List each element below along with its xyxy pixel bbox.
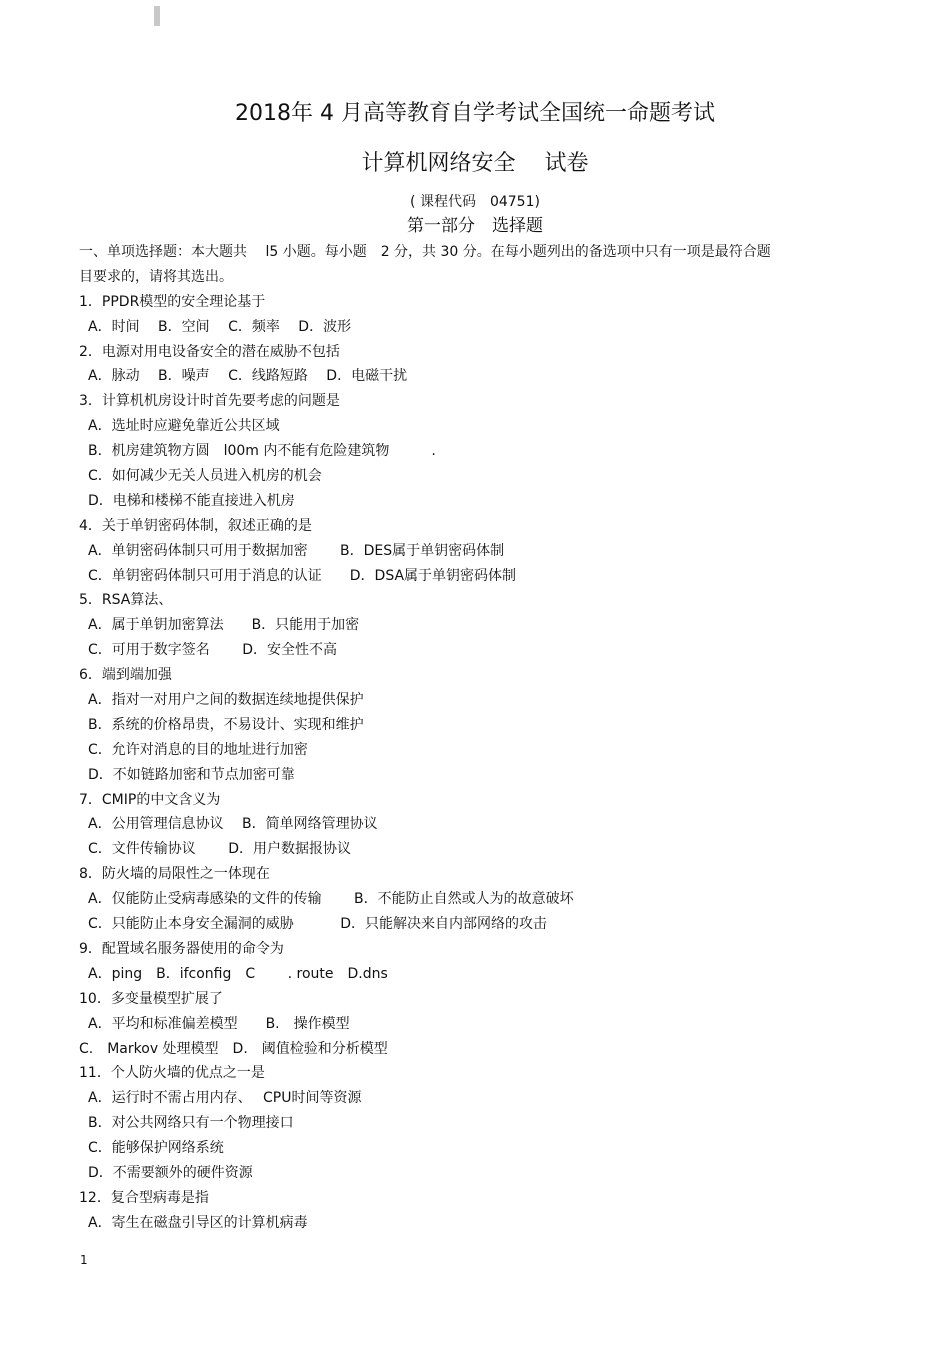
question-option: C．如何减少无关人员进入机房的机会: [88, 468, 322, 485]
question-option: B．机房建筑物方圆 l00m 内不能有危险建筑物 .: [88, 443, 436, 460]
question-option: A．指对一对用户之间的数据连续地提供保护: [88, 692, 364, 709]
question-stem: 5．RSA算法、: [79, 592, 173, 609]
scan-artifact-mark: [154, 6, 160, 26]
question-option: A．脉动 B．噪声 C．线路短路 D．电磁干扰: [88, 368, 408, 385]
question-option: C．能够保护网络系统: [88, 1140, 224, 1157]
page-number: 1: [80, 1253, 88, 1267]
instructions-line: 目要求的，请将其选出。: [79, 268, 233, 285]
question-stem: 12．复合型病毒是指: [79, 1189, 209, 1206]
question-option: A．单钥密码体制只可用于数据加密 B．DES属于单钥密码体制: [88, 542, 505, 559]
question-option: C．只能防止本身安全漏洞的威胁 D．只能解决来自内部网络的攻击: [88, 916, 548, 933]
course-code: ( 课程代码 04751): [410, 194, 540, 210]
instructions-line: 一、单项选择题：本大题共 l5 小题。每小题 2 分，共 30 分。在每小题列出的备选项中只有一项是最符合题: [79, 244, 771, 260]
question-option: A．寄生在磁盘引导区的计算机病毒: [88, 1214, 308, 1231]
question-option: A．时间 B．空间 C．频率 D．波形: [88, 318, 352, 335]
question-option: C．可用于数字签名 D．安全性不高: [88, 642, 338, 659]
question-stem: 2．电源对用电设备安全的潜在威胁不包括: [79, 343, 340, 360]
question-option: A．公用管理信息协议 B．简单网络管理协议: [88, 816, 378, 833]
question-option: C．允许对消息的目的地址进行加密: [88, 741, 308, 758]
question-section: [79, 240, 869, 1236]
question-option: A．运行时不需占用内存、 CPU时间等资源: [88, 1090, 362, 1107]
question-stem: 4．关于单钥密码体制，叙述正确的是: [79, 517, 312, 534]
question-stem: 10．多变量模型扩展了: [79, 990, 223, 1007]
question-stem: 9．配置域名服务器使用的命令为: [79, 940, 284, 957]
question-option: A．属于单钥加密算法 B．只能用于加密: [88, 617, 360, 634]
question-option: D．不如链路加密和节点加密可靠: [88, 766, 295, 783]
question-stem: 3．计算机机房设计时首先要考虑的问题是: [79, 393, 340, 410]
question-option: C. Markov 处理模型 D. 阈值检验和分析模型: [79, 1040, 388, 1057]
question-option: A．ping B．ifconfig C . route D.dns: [88, 965, 388, 982]
question-option: D．不需要额外的硬件资源: [88, 1164, 253, 1181]
question-stem: 7．CMIP的中文含义为: [79, 791, 221, 808]
paper-subtitle: 计算机网络安全 试卷: [361, 151, 589, 176]
question-option: A．选址时应避免靠近公共区域: [88, 418, 280, 435]
question-option: C．文件传输协议 D．用户数据报协议: [88, 841, 352, 858]
question-option: B．对公共网络只有一个物理接口: [88, 1115, 294, 1132]
question-option: D．电梯和楼梯不能直接进入机房: [88, 492, 295, 509]
part-heading: 第一部分 选择题: [407, 216, 543, 236]
question-option: A．仅能防止受病毒感染的文件的传输 B．不能防止自然或人为的故意破坏: [88, 891, 574, 908]
question-stem: 11．个人防火墙的优点之一是: [79, 1065, 265, 1082]
exam-title: 2018年 4 月高等教育自学考试全国统一命题考试: [235, 101, 715, 126]
question-stem: 6．端到端加强: [79, 667, 172, 684]
question-option: C．单钥密码体制只可用于消息的认证 D．DSA属于单钥密码体制: [88, 567, 517, 584]
question-stem: 8．防火墙的局限性之一体现在: [79, 866, 270, 883]
question-option: A．平均和标准偏差模型 B. 操作模型: [88, 1015, 350, 1032]
question-stem: 1．PPDR模型的安全理论基于: [79, 293, 266, 310]
question-option: B．系统的价格昂贵，不易设计、实现和维护: [88, 716, 364, 733]
